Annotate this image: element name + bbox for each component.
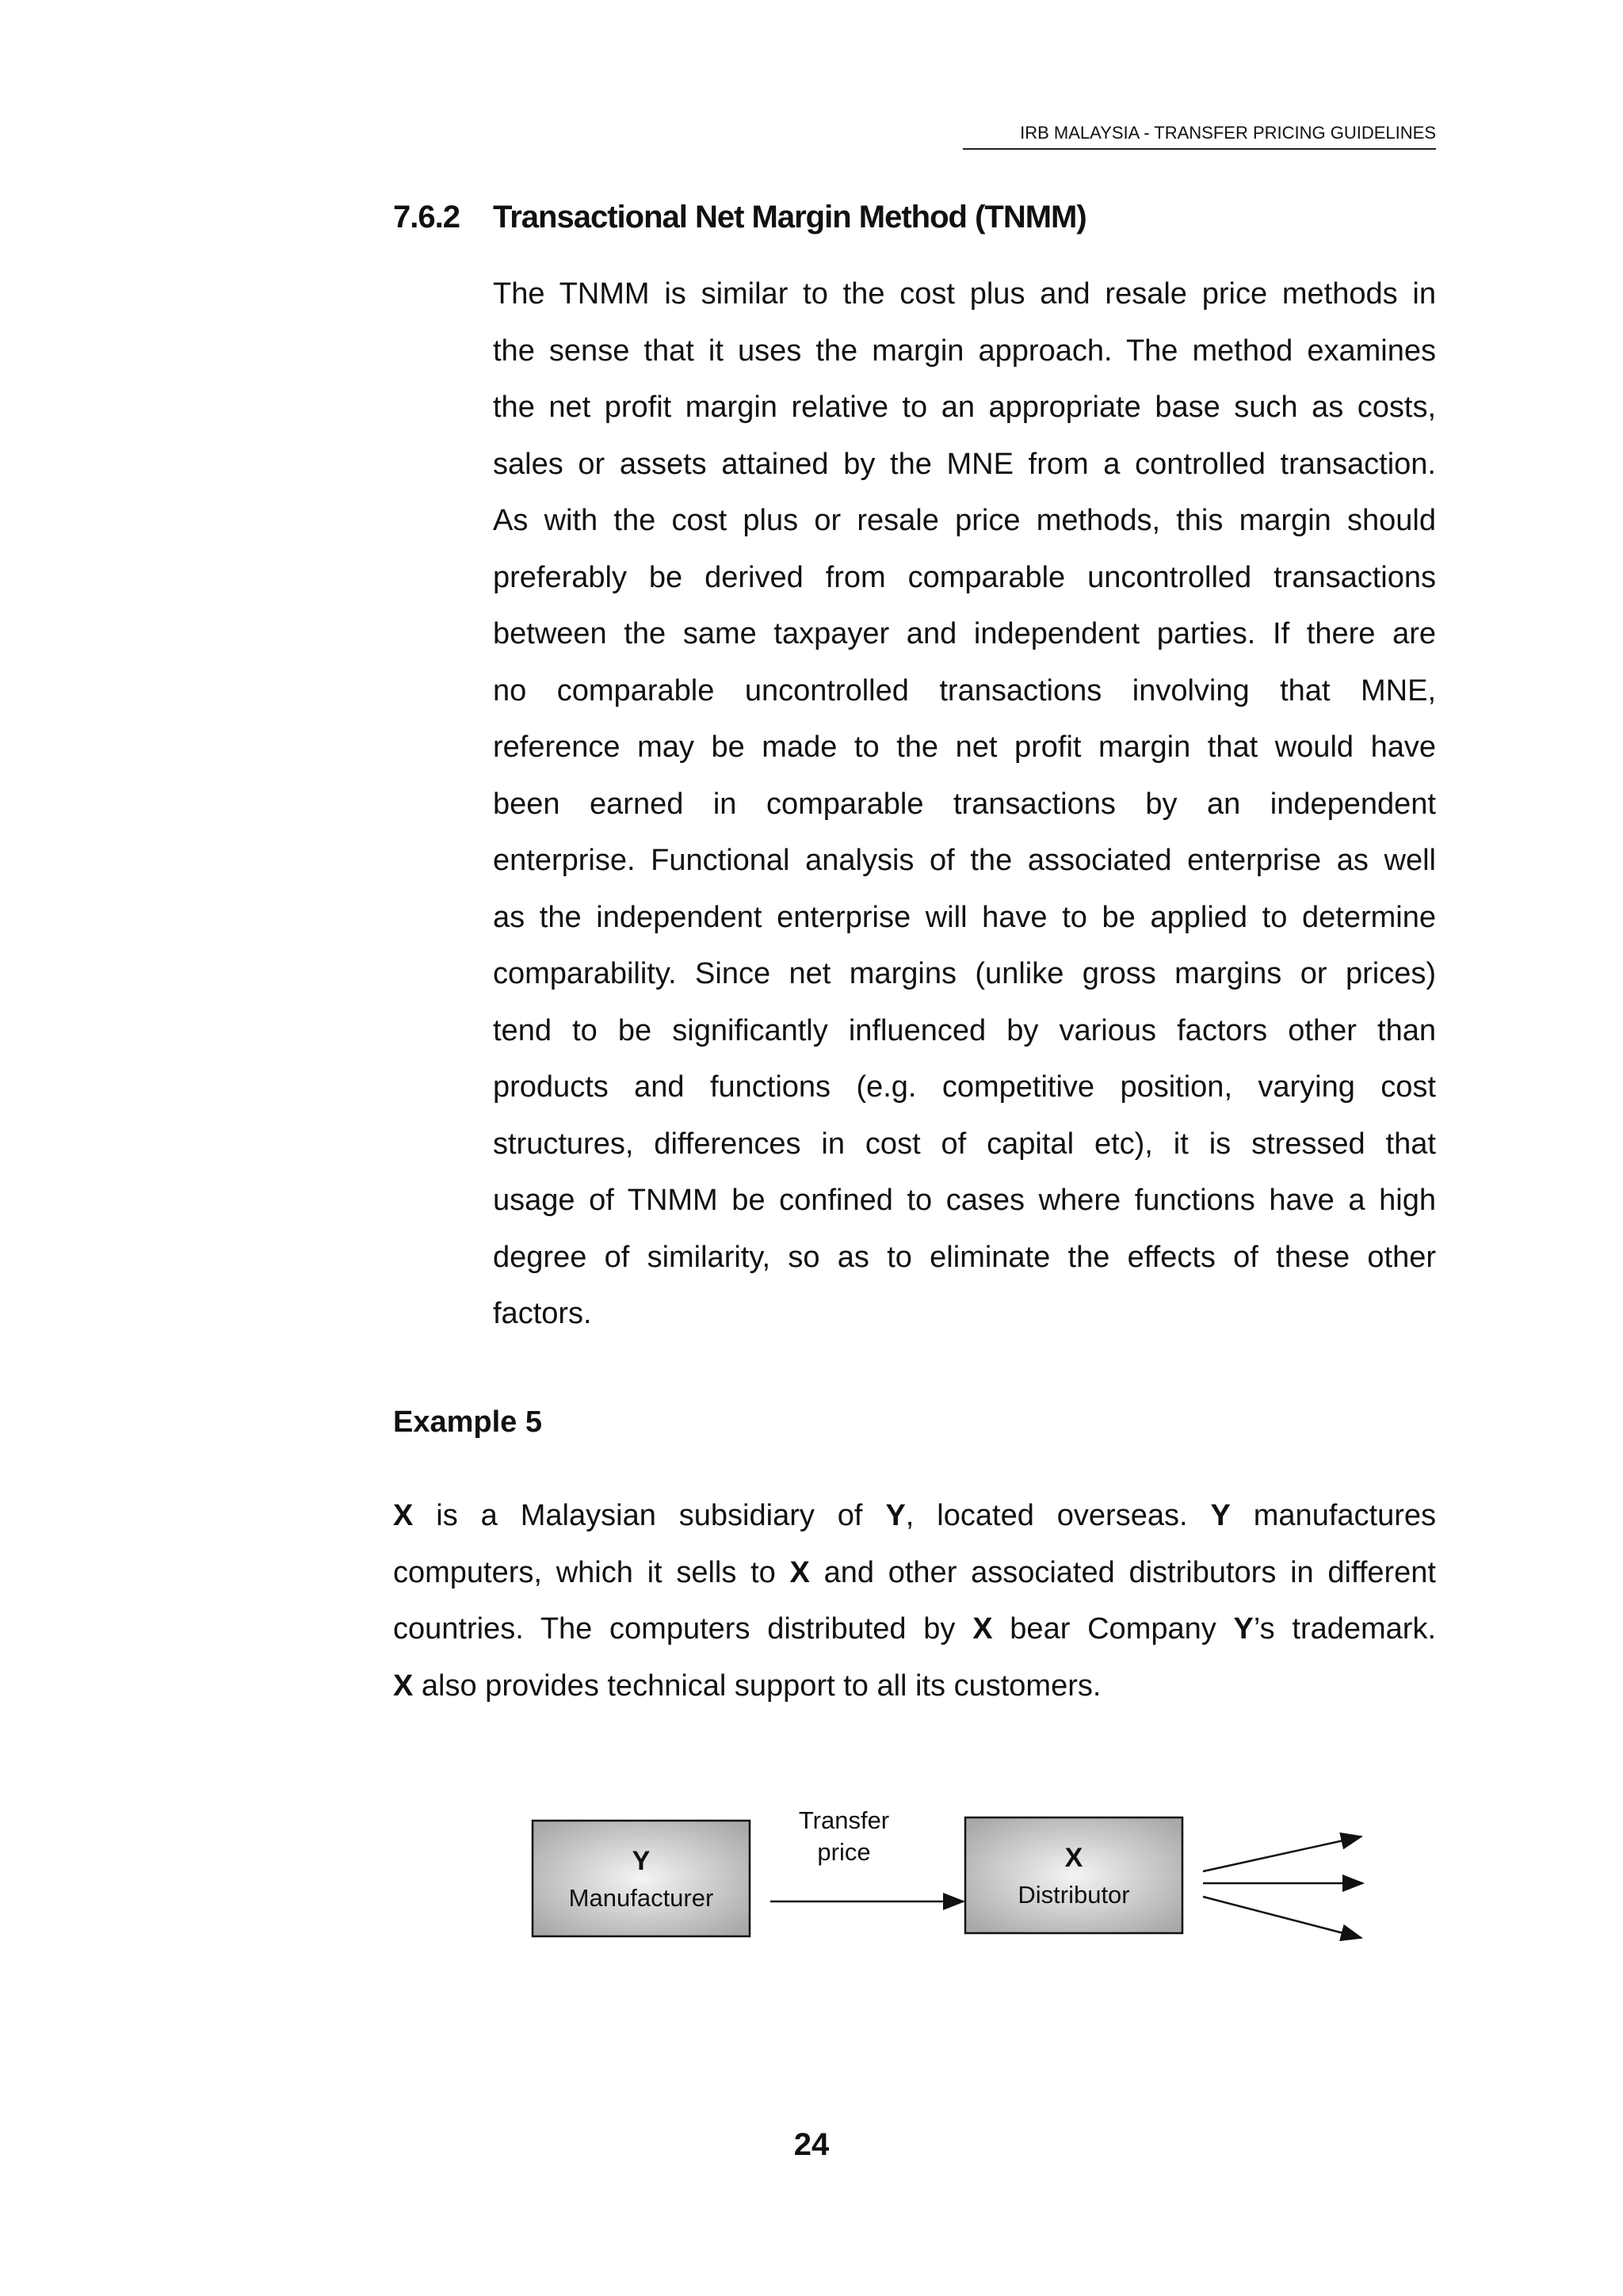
example-title: Example 5 (393, 1405, 542, 1439)
paragraph-line: the sense that it uses the margin approach. The method examines (493, 334, 1436, 368)
section-number: 7.6.2 (393, 200, 460, 235)
arrow-label-transfer: Transfer (798, 1806, 890, 1834)
distributor-box (965, 1817, 1182, 1933)
example-text: bear Company (992, 1612, 1234, 1646)
paragraph-line: as the independent enterprise will have to be applied to determine (493, 900, 1436, 934)
distributor-label: Distributor (1018, 1881, 1130, 1909)
example-text: computers, which it sells to (393, 1555, 790, 1589)
paragraph-line: comparability. Since net margins (unlike gross margins or prices) (493, 957, 1436, 990)
paragraph-line: products and functions (e.g. competitive position, varying cost (493, 1070, 1436, 1104)
paragraph-line: no comparable uncontrolled transactions involving that MNE, (493, 673, 1436, 707)
manufacturer-box (533, 1821, 750, 1936)
running-header: IRB MALAYSIA - TRANSFER PRICING GUIDELINES (963, 123, 1436, 150)
section-heading (393, 200, 1086, 235)
example-line (393, 1601, 1436, 1658)
paragraph-line: structures, differences in cost of capital etc), it is stressed that (493, 1127, 1436, 1161)
arrow-label-price: price (817, 1838, 871, 1866)
example-text: manufactures (1230, 1499, 1436, 1532)
example-text: , located overseas. (905, 1499, 1211, 1532)
paragraph-line: usage of TNMM be confined to cases where functions have a high (493, 1184, 1436, 1217)
section-body-paragraph (493, 266, 1436, 1343)
entity-x: X (393, 1669, 414, 1703)
example-line (393, 1658, 1436, 1715)
page-number: 24 (793, 2127, 830, 2162)
manufacturer-letter: Y (632, 1846, 651, 1876)
customer-arrow-down (1203, 1897, 1361, 1938)
example-line (393, 1488, 1436, 1545)
paragraph-line: As with the cost plus or resale price methods, this margin should (493, 504, 1436, 537)
paragraph-line: been earned in comparable transactions by an independent (493, 787, 1436, 821)
example-line (393, 1545, 1436, 1602)
entity-x: X (393, 1499, 414, 1532)
paragraph-line: reference may be made to the net profit margin that would have (493, 730, 1436, 764)
example-text: is a Malaysian subsidiary of (413, 1499, 886, 1532)
paragraph-line: preferably be derived from comparable uncontrolled transactions (493, 560, 1436, 594)
example-text: and other associated distributors in different (809, 1555, 1436, 1589)
paragraph-line: The TNMM is similar to the cost plus and resale price methods in (493, 277, 1436, 311)
transfer-pricing-diagram (523, 1798, 1379, 1957)
customer-arrow-up (1203, 1836, 1361, 1871)
example-paragraph (393, 1488, 1436, 1714)
entity-y: Y (1210, 1499, 1231, 1532)
paragraph-line: tend to be significantly influenced by various factors other than (493, 1013, 1436, 1047)
paragraph-line: factors. (493, 1297, 592, 1330)
paragraph-line: sales or assets attained by the MNE from a controlled transaction. (493, 447, 1436, 481)
paragraph-line: the net profit margin relative to an appropriate base such as costs, (493, 391, 1436, 424)
paragraph-line: degree of similarity, so as to eliminate the effects of these other (493, 1240, 1436, 1274)
example-text: countries. The computers distributed by (393, 1612, 973, 1646)
distributor-letter: X (1064, 1843, 1083, 1873)
paragraph-line: between the same taxpayer and independent parties. If there are (493, 617, 1436, 650)
example-text: ’s trademark. (1253, 1612, 1436, 1646)
entity-x: X (789, 1555, 810, 1589)
example-text: also provides technical support to all its customers. (413, 1669, 1102, 1703)
paragraph-line: enterprise. Functional analysis of the associated enterprise as well (493, 844, 1436, 877)
section-title: Transactional Net Margin Method (TNMM) (493, 200, 1086, 235)
manufacturer-label: Manufacturer (568, 1884, 714, 1912)
entity-y: Y (1233, 1612, 1254, 1646)
entity-x: X (972, 1612, 993, 1646)
entity-y: Y (885, 1499, 906, 1532)
